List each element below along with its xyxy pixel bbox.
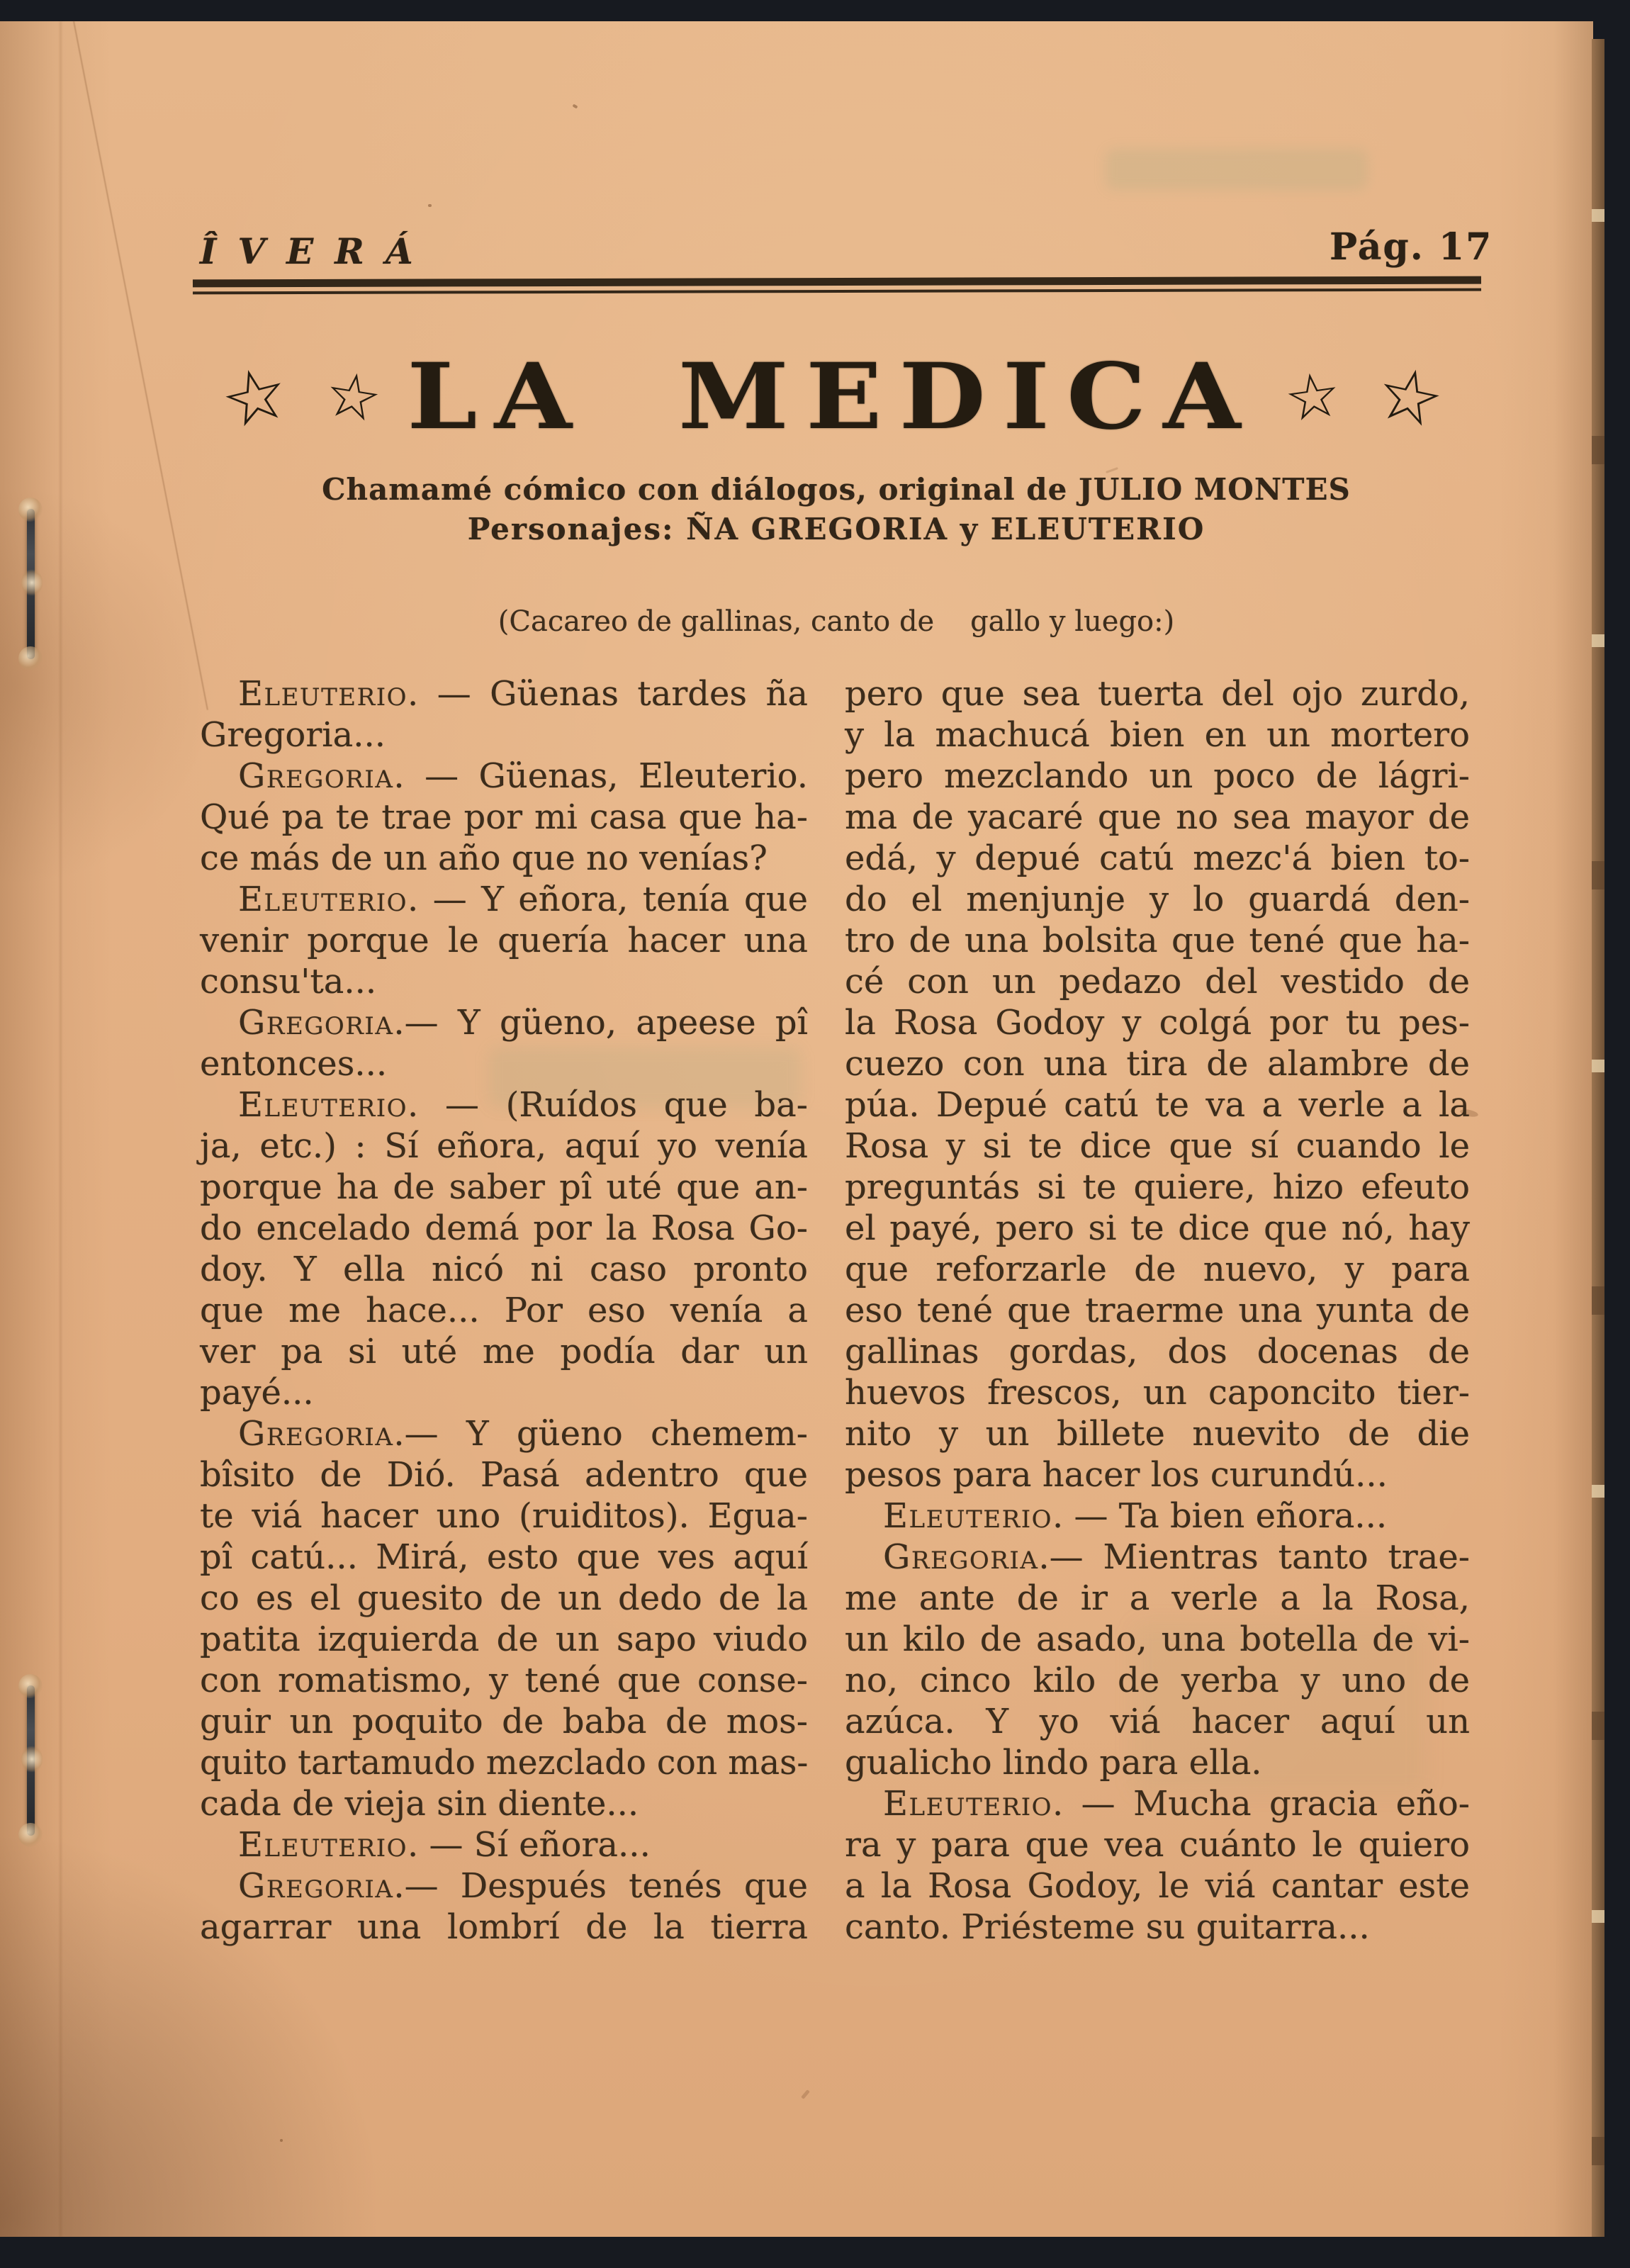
document-page — [0, 21, 1593, 2237]
text-line: la Rosa Godoy y colgá por tu pes- — [845, 1003, 1470, 1043]
speaker-name: Gregoria — [238, 1003, 394, 1043]
paper-speck — [280, 2139, 283, 2142]
text-column-right — [845, 673, 1470, 1948]
text-line: cuezo con una tira de alambre de — [845, 1044, 1470, 1084]
text-line: do el menjunje y lo guardá den- — [845, 880, 1470, 919]
text-line: un kilo de asado, una botella de vi- — [845, 1619, 1470, 1659]
staple-icon — [27, 1685, 35, 1836]
text-line: agarrar una lombrí de la tierra — [200, 1907, 808, 1947]
journal-name: ÎVERÁ — [200, 230, 434, 272]
text-line: pero que sea tuerta del ojo zurdo, — [845, 674, 1470, 714]
text-line: te viá hacer uno (ruiditos). Egua- — [200, 1496, 808, 1536]
speaker-name: Eleuterio — [238, 1085, 408, 1125]
text-line: do encelado demá por la Rosa Go- — [200, 1208, 808, 1248]
staple-icon — [27, 509, 35, 659]
text-line: no, cinco kilo de yerba y uno de — [845, 1661, 1470, 1700]
text-line: que me hace... Por eso venía a — [200, 1291, 808, 1330]
text-line: nito y un billete nuevito de die — [845, 1414, 1470, 1454]
text-line: púa. Depué catú te va a verle a la — [845, 1085, 1470, 1125]
speaker-name: Eleuterio — [883, 1496, 1052, 1536]
paper-speck — [801, 2089, 810, 2099]
text-column-left — [200, 673, 808, 1948]
text-line: que reforzarle de nuevo, y para — [845, 1250, 1470, 1289]
speaker-name: Eleuterio — [238, 674, 408, 714]
text-line: pî catú... Mirá, esto que ves aquí — [200, 1537, 808, 1577]
speaker-name: Eleuterio — [238, 1825, 408, 1865]
text-line: Eleuterio. — Güenas tardes ña — [238, 674, 808, 714]
text-line: Gregoria.— Y güeno, apeese pî — [238, 1003, 808, 1043]
text-line: Gregoria.— Mientras tanto trae- — [883, 1537, 1470, 1577]
speaker-name: Gregoria — [238, 756, 394, 796]
show-through-stain — [1106, 149, 1368, 190]
text-line: payé... — [200, 1373, 314, 1413]
text-line: bîsito de Dió. Pasá adentro que — [200, 1455, 808, 1495]
title-row — [113, 327, 1552, 466]
text-line: Qué pa te trae por mi casa que ha- — [200, 797, 808, 837]
text-line: ver pa si uté me podía dar un — [200, 1332, 808, 1371]
text-line: ja, etc.) : Sí eñora, aquí yo venía — [200, 1126, 808, 1166]
text-line: venir porque le quería hacer una — [200, 921, 808, 960]
cast-line: Personajes: ÑA GREGORIA y ELEUTERIO — [467, 512, 1205, 546]
text-line: azúca. Y yo viá hacer aquí un — [845, 1702, 1470, 1741]
speaker-name: Gregoria — [238, 1866, 394, 1906]
text-line: cé con un pedazo del vestido de — [845, 962, 1470, 1001]
star-icon: ☆ — [212, 347, 298, 447]
speaker-name: Gregoria — [238, 1414, 394, 1454]
text-line: cada de vieja sin diente... — [200, 1784, 639, 1824]
text-line: y la machucá bien en un mortero — [845, 715, 1470, 755]
text-line: ce más de un año que no venías? — [200, 838, 768, 878]
page-title: LA MEDICA — [407, 343, 1259, 450]
text-line: Eleuterio. — Ta bien eñora... — [883, 1496, 1388, 1536]
paper-speck — [572, 104, 578, 109]
star-icon: ☆ — [1279, 356, 1346, 437]
text-line: a la Rosa Godoy, le viá cantar este — [845, 1866, 1470, 1906]
text-line: huevos frescos, un caponcito tier- — [845, 1373, 1470, 1413]
text-line: doy. Y ella nicó ni caso pronto — [200, 1250, 808, 1289]
star-icon: ☆ — [1368, 347, 1452, 446]
text-line: con romatismo, y tené que conse- — [200, 1661, 808, 1700]
text-line: Rosa y si te dice que sí cuando le — [845, 1126, 1470, 1166]
text-line: tro de una bolsita que tené que ha- — [845, 921, 1470, 960]
text-line: pero mezclando un poco de lágri- — [845, 756, 1470, 796]
text-line: Gregoria.— Y güeno chemem- — [238, 1414, 808, 1454]
text-line: entonces... — [200, 1044, 388, 1084]
text-line: Gregoria. — Güenas, Eleuterio. — [238, 756, 808, 796]
star-icon: ☆ — [320, 355, 387, 437]
speaker-name: Eleuterio — [238, 880, 408, 919]
text-line: preguntás si te quiere, hizo efeuto — [845, 1167, 1470, 1207]
text-line: Gregoria.— Después tenés que — [238, 1866, 808, 1906]
text-line: quito tartamudo mezclado con mas- — [200, 1743, 809, 1783]
text-line: Eleuterio. — (Ruídos que ba- — [238, 1085, 808, 1125]
speaker-name: Gregoria — [883, 1537, 1039, 1577]
text-line: el payé, pero si te dice que nó, hay — [845, 1208, 1470, 1248]
text-line: porque ha de saber pî uté que an- — [200, 1167, 808, 1207]
text-line: co es el guesito de un dedo de la — [200, 1578, 808, 1618]
text-line: gualicho lindo para ella. — [845, 1743, 1262, 1783]
page-number: Pág. 17 — [1330, 225, 1493, 269]
text-line: canto. Priésteme su guitarra... — [845, 1907, 1370, 1947]
page-stack-edge — [1592, 39, 1604, 2237]
text-line: gallinas gordas, dos docenas de — [845, 1332, 1470, 1371]
text-line: Eleuterio. — Sí eñora... — [238, 1825, 651, 1865]
text-line: guir un poquito de baba de mos- — [200, 1702, 808, 1741]
header-rule — [193, 276, 1481, 295]
text-line: consu'ta... — [200, 962, 377, 1001]
binding-fold — [60, 21, 62, 2237]
text-line: edá, y depué catú mezc'á bien to- — [845, 838, 1470, 878]
text-line: Gregoria... — [200, 715, 386, 755]
speaker-name: Eleuterio — [883, 1784, 1052, 1824]
paper-speck — [428, 204, 432, 207]
text-line: ma de yacaré que no sea mayor de — [845, 797, 1470, 837]
text-line: Eleuterio. — Mucha gracia eño- — [883, 1784, 1470, 1824]
text-line: eso tené que traerme una yunta de — [845, 1291, 1470, 1330]
text-line: pesos para hacer los curundú... — [845, 1455, 1388, 1495]
text-line: me ante de ir a verle a la Rosa, — [845, 1578, 1470, 1618]
subtitle: Chamamé cómico con diálogos, original de JULIO MONTES — [322, 472, 1351, 507]
text-line: Eleuterio. — Y eñora, tenía que — [238, 880, 808, 919]
stage-direction: (Cacareo de gallinas, canto de gallo y luego:) — [498, 605, 1175, 638]
text-line: patita izquierda de un sapo viudo — [200, 1619, 808, 1659]
text-line: ra y para que vea cuánto le quiero — [845, 1825, 1470, 1865]
